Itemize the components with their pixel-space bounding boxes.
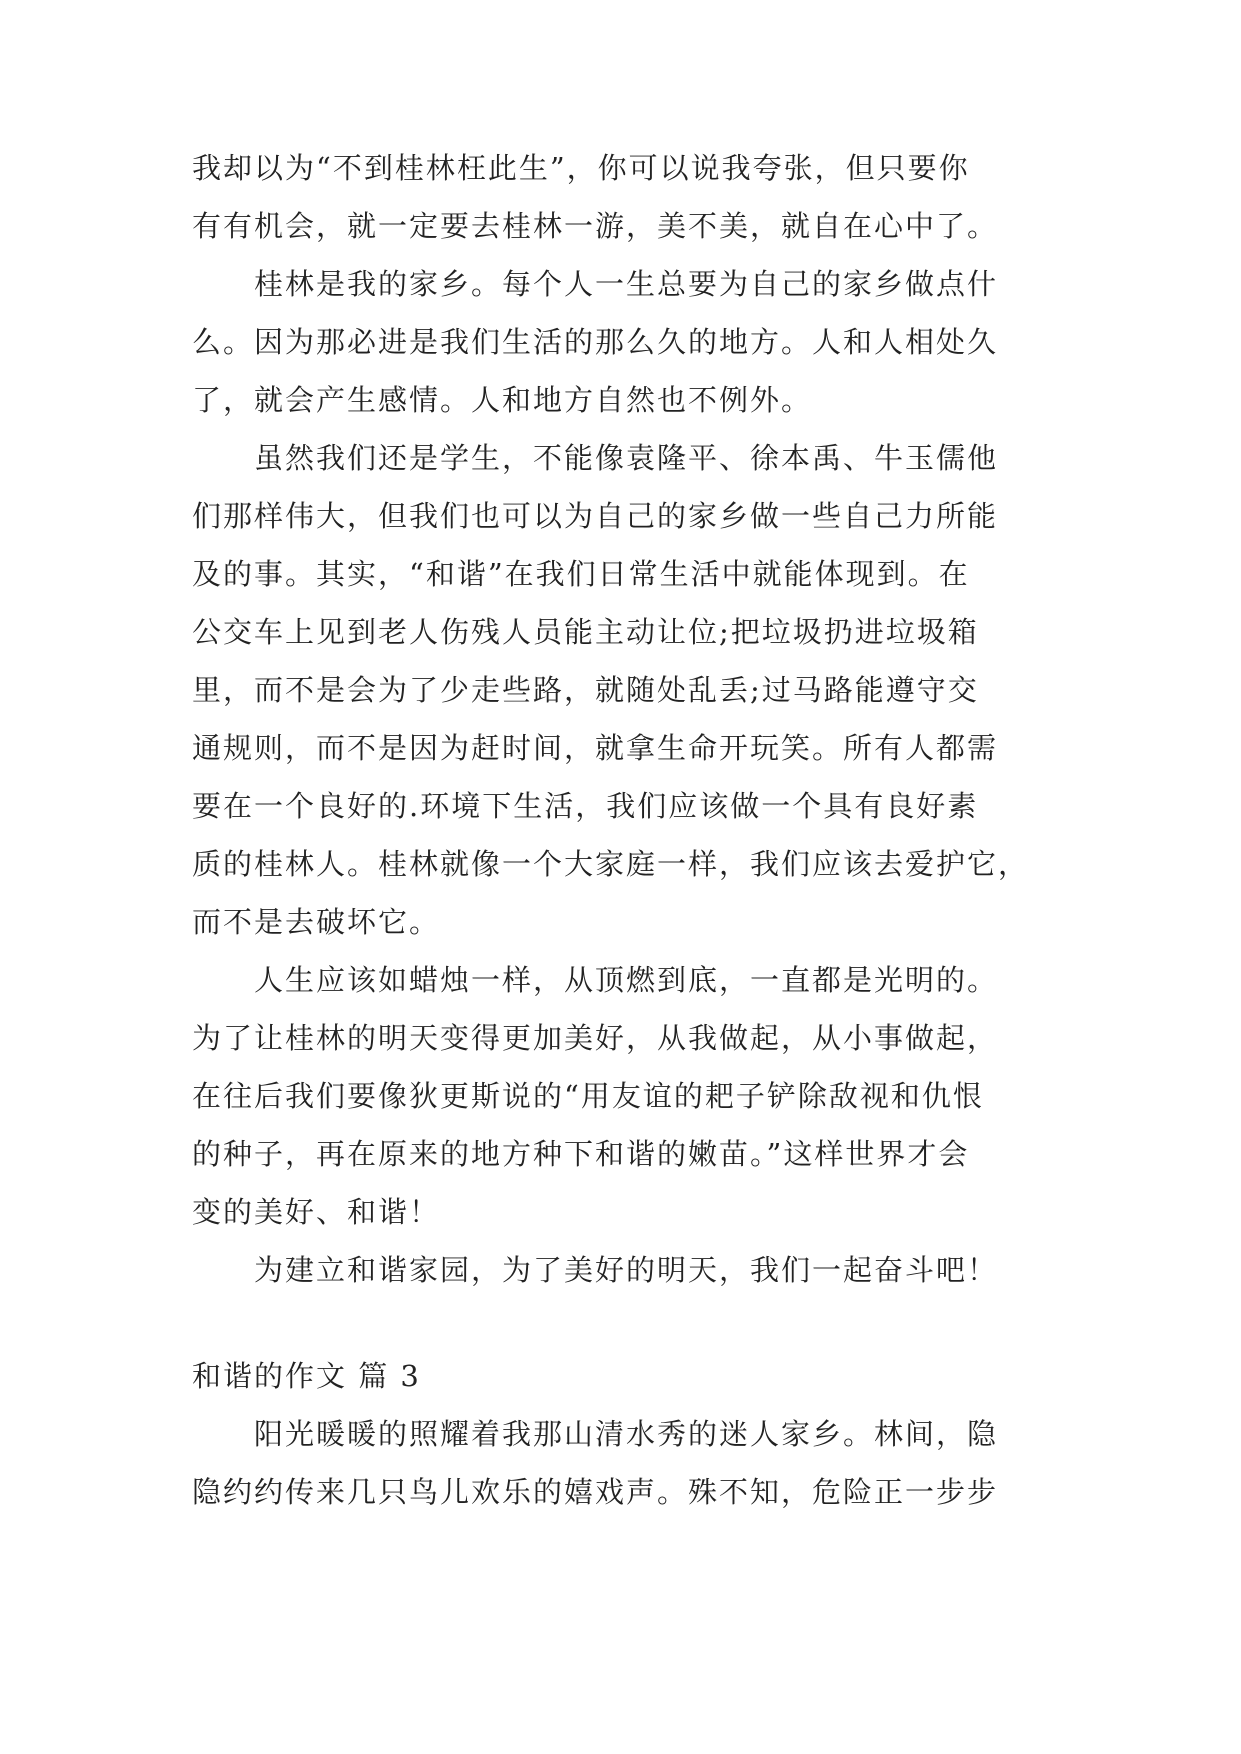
text-line: 们那样伟大，但我们也可以为自己的家乡做一些自己力所能 — [192, 499, 999, 533]
text-line: 通规则，而不是因为赶时间，就拿生命开玩笑。所有人都需 — [192, 731, 999, 765]
paragraph-start-line: 桂林是我的家乡。每个人一生总要为自己的家乡做点什 — [254, 267, 999, 301]
text-line: 而不是去破坏它。 — [192, 905, 441, 939]
paragraph-start-line: 阳光暖暖的照耀着我那山清水秀的迷人家乡。林间，隐 — [254, 1417, 999, 1451]
paragraph-start-line: 虽然我们还是学生，不能像袁隆平、徐本禹、牛玉儒他 — [254, 441, 999, 475]
paragraph-start-line: 为建立和谐家园，为了美好的明天，我们一起奋斗吧！ — [254, 1253, 999, 1287]
text-line: 的种子，再在原来的地方种下和谐的嫩苗。”这样世界才会 — [192, 1137, 970, 1171]
text-line: 及的事。其实，“和谐”在我们日常生活中就能体现到。在 — [192, 557, 970, 591]
text-line: 我却以为“不到桂林枉此生”，你可以说我夸张，但只要你 — [192, 151, 970, 185]
text-line: 隐约约传来几只鸟儿欢乐的嬉戏声。殊不知，危险正一步步 — [192, 1475, 999, 1509]
text-line: 要在一个良好的.环境下生活，我们应该做一个具有良好素 — [192, 789, 979, 823]
text-line: 变的美好、和谐！ — [192, 1195, 441, 1229]
paragraph-start-line: 人生应该如蜡烛一样，从顶燃到底，一直都是光明的。 — [254, 963, 999, 997]
text-line: 有有机会，就一定要去桂林一游，美不美，就自在心中了。 — [192, 209, 999, 243]
text-line: 质的桂林人。桂林就像一个大家庭一样，我们应该去爱护它， — [192, 847, 1030, 881]
text-line: 为了让桂林的明天变得更加美好，从我做起，从小事做起， — [192, 1021, 999, 1055]
text-line: 在往后我们要像狄更斯说的“用友谊的耙子铲除敌视和仇恨 — [192, 1079, 984, 1113]
section-heading: 和谐的作文 篇 3 — [192, 1359, 421, 1393]
text-line: 了，就会产生感情。人和地方自然也不例外。 — [192, 383, 813, 417]
text-line: 公交车上见到老人伤残人员能主动让位;把垃圾扔进垃圾箱 — [192, 615, 979, 649]
text-line: 里，而不是会为了少走些路，就随处乱丢;过马路能遵守交 — [192, 673, 979, 707]
text-line: 么。因为那必进是我们生活的那么久的地方。人和人相处久 — [192, 325, 999, 359]
